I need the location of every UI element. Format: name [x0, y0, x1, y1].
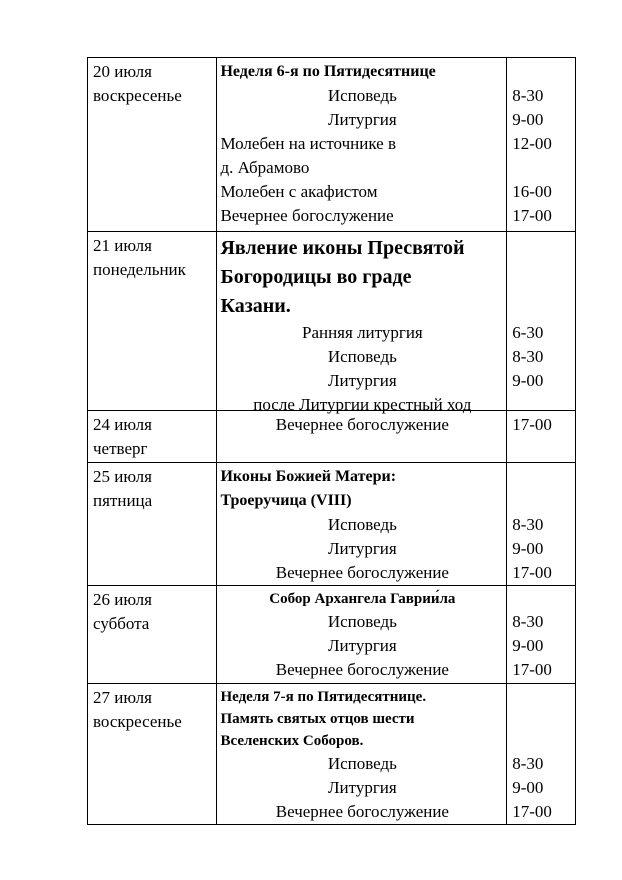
schedule-table: [87, 57, 576, 825]
service-item: Исповедь: [327, 515, 397, 534]
service-time: 9-00: [512, 371, 544, 390]
date: 25 июля: [93, 467, 152, 486]
date: 26 июля: [93, 590, 152, 609]
service-item: Исповедь: [327, 754, 397, 773]
weekday: четверг: [93, 439, 148, 458]
event-cell: [217, 411, 507, 462]
date: 27 июля: [93, 688, 152, 707]
event-cell: [217, 232, 507, 414]
service-item: Исповедь: [327, 347, 397, 366]
service-time: 17-00: [512, 563, 552, 582]
event-title: Троеручица (VIII): [220, 492, 352, 509]
service-time: 8-30: [512, 86, 544, 105]
service-item: Вечернее богослужение: [275, 415, 449, 434]
service-time: 9-00: [512, 110, 544, 129]
event-title: Иконы Божией Матери:: [220, 468, 397, 485]
event-title: Неделя 6-я по Пятидесятнице: [220, 63, 436, 80]
service-item: Молебен на источнике в: [220, 134, 396, 153]
time-cell: [507, 586, 575, 683]
date-cell: [88, 58, 217, 231]
service-time: 16-00: [512, 182, 552, 201]
service-time: 9-00: [512, 778, 544, 797]
event-title: Собор Архангела Гаврии́ла: [269, 591, 456, 607]
service-item: Литургия: [328, 371, 397, 390]
table-row: [87, 57, 576, 231]
service-item: Литургия: [328, 539, 397, 558]
date-cell: [88, 232, 217, 410]
event-title: Богородицы во граде: [220, 266, 412, 288]
weekday: пятница: [93, 491, 153, 510]
date-cell: [88, 463, 217, 585]
service-time: 17-00: [512, 415, 552, 434]
date-cell: [88, 684, 217, 824]
weekday: воскресенье: [93, 86, 182, 105]
service-item: Исповедь: [327, 86, 397, 105]
service-item: Молебен с акафистом: [220, 182, 378, 201]
time-cell: [507, 232, 575, 410]
service-time: 8-30: [512, 515, 544, 534]
service-time: 6-30: [512, 323, 544, 342]
event-cell: [217, 58, 507, 231]
service-item: Вечернее богослужение: [220, 206, 394, 225]
service-time: 17-00: [512, 802, 552, 821]
time-cell: [507, 463, 575, 585]
event-title: Явление иконы Пресвятой: [220, 237, 465, 259]
table-row: [87, 683, 576, 825]
weekday: понедельник: [93, 260, 186, 279]
service-time: 9-00: [512, 539, 544, 558]
weekday: суббота: [93, 614, 150, 633]
date-cell: [88, 411, 217, 462]
service-item: Ранняя литургия: [301, 323, 423, 342]
service-item: Вечернее богослужение: [275, 563, 449, 582]
weekday: воскресенье: [93, 712, 182, 731]
table-row: [87, 410, 576, 462]
date: 20 июля: [93, 62, 152, 81]
service-time: 8-30: [512, 754, 544, 773]
table-row: [87, 462, 576, 585]
table-row: [87, 585, 576, 683]
service-item: Исповедь: [327, 612, 397, 631]
service-item: Литургия: [328, 778, 397, 797]
service-item: Вечернее богослужение: [275, 660, 449, 679]
service-time: 8-30: [512, 347, 544, 366]
service-item: Вечернее богослужение: [275, 802, 449, 821]
event-title: Казани.: [220, 295, 291, 317]
event-cell: [217, 463, 507, 585]
service-item: Литургия: [328, 110, 397, 129]
date: 21 июля: [93, 236, 152, 255]
time-cell: [507, 411, 575, 462]
service-time: 8-30: [512, 612, 544, 631]
service-item: Литургия: [328, 636, 397, 655]
service-time: 12-00: [512, 134, 552, 153]
event-title: Неделя 7-я по Пятидесятнице.: [220, 689, 427, 705]
date: 24 июля: [93, 415, 152, 434]
event-title: Память святых отцов шести: [220, 711, 415, 727]
service-time: 17-00: [512, 206, 552, 225]
service-item: д. Абрамово: [220, 158, 310, 177]
service-time: 17-00: [512, 660, 552, 679]
event-cell: [217, 684, 507, 824]
service-time: 9-00: [512, 636, 544, 655]
date-cell: [88, 586, 217, 683]
event-title: Вселенских Соборов.: [220, 733, 364, 749]
time-cell: [507, 58, 575, 231]
service-item: после Литургии крестный ход: [253, 395, 472, 414]
table-row: [87, 231, 576, 414]
time-cell: [507, 684, 575, 824]
event-cell: [217, 586, 507, 683]
